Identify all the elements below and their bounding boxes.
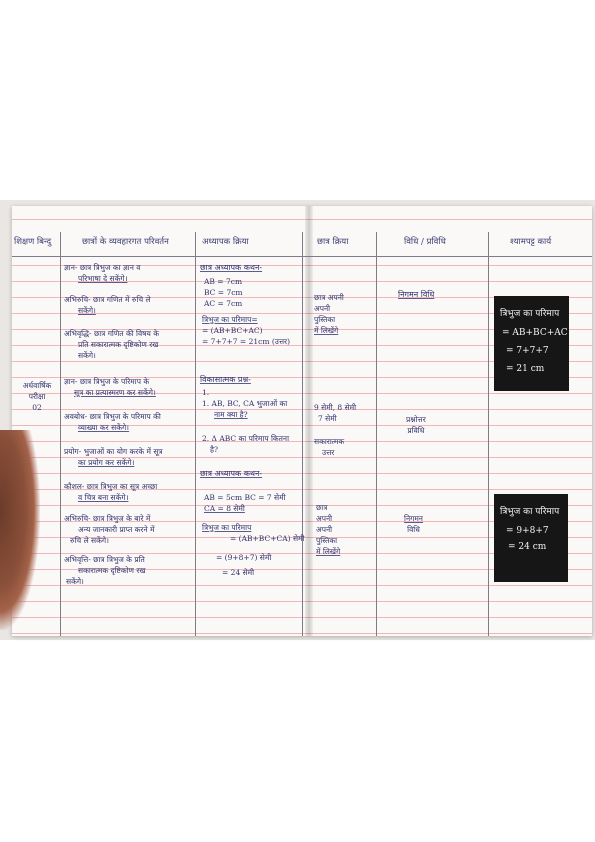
student-activity-4: छात्र अपनी अपनी पुस्तिका में लिखेंगे [316,503,341,556]
teacher-statement-heading: छात्र अध्यापक कथन- [200,263,263,272]
blackboard-card-1: त्रिभुज का परिमाप = AB+BC+AC = 7+7+7 = 21 cm [494,296,569,391]
objective-interest: अभिरुचि- छात्र गणित में रुचि ले सकेंगे। [64,295,151,315]
student-activity-2: 9 सेमी, 8 सेमी 7 सेमी [314,403,357,423]
side-lengths-1: AB = 7cm BC = 7cm AC = 7cm [204,277,243,308]
header-student-activity: छात्र क्रिया [317,237,349,247]
objective-growth: अभिवृद्धि- छात्र गणित की विषय के प्रति सकारात्मक दृष्टिकोण रख सकेंगे। [64,329,159,360]
objective-attitude: अभिवृत्ति- छात्र त्रिभुज के प्रति सकारात्मक दृष्टिकोण रख सकेंगे। [64,555,146,586]
question-1: 1. 1. AB, BC, CA भुजाओं का नाम क्या है? [202,388,288,419]
header-blackboard-work: श्यामपट्ट कार्य [510,237,552,247]
question-2: 2. Δ ABC का परिमाप कितना है? [202,434,290,454]
objective-knowledge: ज्ञान- छात्र त्रिभुज का ज्ञान व परिभाषा दे सकेंगे। [64,263,141,283]
header-behavioral-change: छात्रों के व्यवहारगत परिवर्तन [82,237,169,247]
method-1: निगमन विधि [398,290,435,299]
objective-recall: ज्ञान- छात्र त्रिभुज के परिमाप के सूत्र का प्रत्यास्मरण कर सकेंगे। [64,377,156,397]
objective-interest-2: अभिरुचि- छात्र त्रिभुज के बारे में अन्य जानकारी प्राप्त करने में रुचि ले सकेंगे। [64,514,155,545]
objective-skill: कौशल- छात्र त्रिभुज का सूत्र अच्छा व चित्र बना सकेंगे। [64,482,158,502]
header-method: विधि / प्रविधि [404,237,446,247]
header-divider [12,256,592,257]
column-divider [195,232,196,636]
teacher-statement-heading-2: छात्र अध्यापक कथन- [200,469,263,478]
objective-application: प्रयोग- भुजाओं का योग करके में सूत्र का प्रयोग कर सकेंगे। [64,447,163,467]
student-activity-1: छात्र अपनी अपनी पुस्तिका में लिखेंगे [314,293,344,335]
header-teacher-activity: अध्यापक क्रिया [202,237,249,247]
objective-understanding: अवबोध- छात्र त्रिभुज के परिमाप की व्याख्या कर सकेंगे। [64,412,161,432]
perimeter-calculation-2: त्रिभुज का परिमाप = (AB+BC+CA) सेमी = (9+8+7) सेमी = 24 सेमी [202,523,305,577]
blackboard-card-2: त्रिभुज का परिमाप = 9+8+7 = 24 cm [494,494,568,582]
developmental-questions-heading: विकासात्मक प्रश्न- [200,375,251,384]
perimeter-calculation-1: त्रिभुज का परिमाप= = (AB+BC+AC) = 7+7+7 = 21cm (उत्तर) [202,315,291,346]
method-2: प्रश्नोत्तर प्रविधि [406,415,426,435]
column-divider [60,232,61,636]
student-activity-3: सकारात्मक उत्तर [314,437,345,457]
method-3: निगमन विधि [404,514,423,534]
column-divider [376,232,377,636]
hand-holding-notebook [0,430,40,630]
header-teaching-point: शिक्षण बिन्दु [14,237,52,247]
side-lengths-2: AB = 5cm BC = 7 सेमी CA = 8 सेमी [204,493,286,513]
notebook-lesson-plan-page [12,206,592,636]
page-fold [305,206,313,636]
teaching-point: अर्धवार्षिक परीक्षा 02 [22,381,52,412]
column-divider [488,232,489,636]
